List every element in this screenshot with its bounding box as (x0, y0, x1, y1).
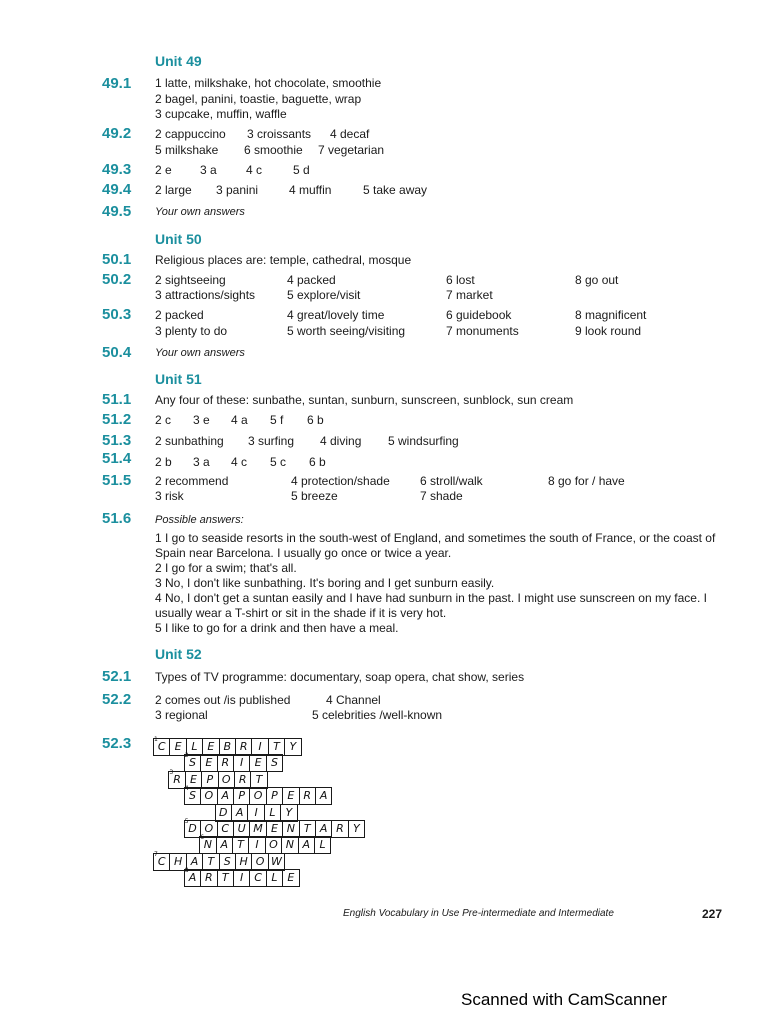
answer-line: Religious places are: temple, cathedral, mosque (155, 253, 412, 267)
crossword-cell: A (231, 804, 248, 822)
crossword-cell: T (299, 820, 316, 838)
answer-item: 3 attractions/sights (155, 288, 256, 302)
crossword-cell: R 3 (168, 771, 185, 789)
crossword-cell: L (314, 836, 331, 854)
crossword-clue-number: 8 (184, 867, 189, 875)
crossword-cell: Y (348, 820, 365, 838)
crossword-row (184, 869, 299, 886)
crossword-cell: O (265, 836, 282, 854)
crossword-cell: R (331, 820, 348, 838)
answer-item: 2 packed (155, 308, 204, 322)
crossword-cell: Y (280, 804, 297, 822)
crossword-clue-number: 6 (200, 834, 205, 842)
answer-item: 3 croissants (247, 127, 312, 141)
answer-item: 6 lost (446, 273, 475, 287)
crossword-cell: A (216, 836, 233, 854)
answer-item: 2 large (155, 183, 192, 197)
answer-item: 2 c (155, 413, 172, 427)
exercise-number: 49.5 (102, 203, 132, 220)
exercise-number: 50.3 (102, 306, 132, 323)
crossword-cell: I (233, 754, 250, 772)
crossword-cell: T (217, 869, 234, 887)
crossword-cell: L (266, 869, 283, 887)
crossword-cell: T (250, 771, 267, 789)
crossword-cell: E (202, 738, 219, 756)
crossword-clue-number: 1 (154, 736, 158, 743)
answer-item: 3 plenty to do (155, 324, 228, 338)
answer-item: 2 b (155, 455, 172, 469)
crossword-cell: L (186, 738, 203, 756)
crossword-cell: A (298, 836, 315, 854)
exercise-number: 51.6 (102, 510, 132, 527)
exercise-number: 51.1 (102, 391, 132, 408)
answer-item: 5 c (270, 455, 287, 469)
crossword-cell: I (251, 738, 268, 756)
crossword-cell: P (201, 771, 218, 789)
crossword-cell: H (235, 853, 252, 871)
crossword-cell: S (266, 754, 283, 772)
answer-item: 6 guidebook (446, 308, 512, 322)
answer-item: 6 smoothie (244, 143, 303, 157)
crossword-clue-number: 2 (184, 752, 189, 760)
answer-item: 2 e (155, 163, 172, 177)
answer-line: Types of TV programme: documentary, soap opera, chat show, series (155, 670, 525, 684)
crossword-cell: M (249, 820, 266, 838)
crossword-cell: A 8 (184, 869, 201, 887)
answer-item: 4 great/lovely time (287, 308, 385, 322)
exercise-number: 50.1 (102, 251, 132, 268)
exercise-number: 51.2 (102, 411, 132, 428)
crossword-cell: P (233, 787, 250, 805)
exercise-number: 49.4 (102, 181, 132, 198)
answer-item: 2 sightseeing (155, 273, 226, 287)
answer-item: 4 decaf (330, 127, 370, 141)
crossword-cell: N 6 (199, 836, 216, 854)
answer-item: 7 shade (420, 489, 463, 503)
answer-item: 2 recommend (155, 474, 229, 488)
crossword-cell: E (266, 820, 283, 838)
answer-item: 8 magnificent (575, 308, 647, 322)
crossword-cell: A (186, 853, 203, 871)
answer-item: 3 a (193, 455, 210, 469)
crossword-cell: P (266, 787, 283, 805)
crossword-cell: R (200, 869, 217, 887)
crossword-cell: E (282, 787, 299, 805)
crossword-cell: I (247, 804, 264, 822)
answer-item: 4 Channel (326, 693, 381, 707)
answer-item: 4 diving (320, 434, 362, 448)
crossword-cell: E (185, 771, 202, 789)
answer-item: 3 regional (155, 708, 208, 722)
crossword-cell: T (268, 738, 285, 756)
answer-item: 6 stroll/walk (420, 474, 483, 488)
answer-item: 6 b (307, 413, 324, 427)
answer-paragraph: 4 No, I don't get a suntan easily and I have had sunburn in the past. I might use sunscreen on my face. I usually wear a T-shirt or sit in the shade if it is very hot. (155, 591, 707, 620)
crossword-cell: C (217, 820, 234, 838)
crossword-cell: E (169, 738, 186, 756)
answer-paragraph: 1 I go to seaside resorts in the south-west of England, and sometimes the south of France, or the coast of Spain near Barcelona. I usually go once or twice a year. (155, 531, 716, 560)
unit-52-heading: Unit 52 (155, 646, 202, 662)
answer-note: Your own answers (155, 206, 245, 218)
crossword-row (184, 787, 332, 804)
unit-49-heading: Unit 49 (155, 53, 202, 69)
answer-item: 8 go out (575, 273, 619, 287)
answer-item: 4 packed (287, 273, 336, 287)
answer-item: 3 e (193, 413, 210, 427)
crossword-cell: N (282, 820, 299, 838)
crossword-cell: U (233, 820, 250, 838)
answer-line: 3 cupcake, muffin, waffle (155, 107, 287, 121)
answer-line: 1 latte, milkshake, hot chocolate, smoothie (155, 76, 382, 90)
answer-item: 3 a (200, 163, 217, 177)
answer-paragraph: 3 No, I don't like sunbathing. It's boring and I get sunburn easily. (155, 576, 495, 590)
crossword-cell: I (248, 836, 265, 854)
answer-item: 5 milkshake (155, 143, 219, 157)
crossword-cell: R (217, 754, 234, 772)
crossword-clue-number: 5 (184, 818, 189, 825)
exercise-number: 51.3 (102, 432, 132, 449)
answer-item: 3 panini (216, 183, 259, 197)
answer-item: 8 go for / have (548, 474, 625, 488)
crossword-cell: R (235, 738, 252, 756)
answer-item: 7 vegetarian (318, 143, 385, 157)
exercise-number: 49.2 (102, 125, 132, 142)
answer-item: 4 protection/shade (291, 474, 390, 488)
crossword-cell: A (315, 820, 332, 838)
crossword-cell: H (169, 853, 186, 871)
crossword-cell: C (249, 869, 266, 887)
answer-item: 4 a (231, 413, 248, 427)
exercise-number: 52.2 (102, 691, 132, 708)
crossword-cell: O (200, 820, 217, 838)
answer-item: 9 look round (575, 324, 642, 338)
crossword-cell: T (232, 836, 249, 854)
crossword-row (168, 768, 266, 788)
exercise-number: 49.3 (102, 161, 132, 178)
answer-item: 5 f (270, 413, 284, 427)
crossword-cell: D (215, 804, 232, 822)
answer-paragraph: 5 I like to go for a drink and then have a meal. (155, 621, 399, 635)
exercise-number: 52.3 (102, 735, 132, 752)
crossword-cell: O (218, 771, 235, 789)
answer-item: 5 windsurfing (388, 434, 459, 448)
crossword-cell: W (268, 853, 285, 871)
answer-item: 4 c (231, 455, 248, 469)
scanner-watermark: Scanned with CamScanner (461, 990, 668, 1009)
answer-note: Your own answers (155, 347, 245, 359)
answer-item: 2 comes out /is published (155, 693, 291, 707)
crossword-row (215, 804, 297, 821)
crossword-row (199, 836, 330, 853)
crossword-cell: E (282, 869, 299, 887)
answer-paragraph: 2 I go for a swim; that's all. (155, 561, 297, 575)
crossword-cell: E (249, 754, 266, 772)
answer-item: 4 muffin (289, 183, 332, 197)
answer-item: 5 worth seeing/visiting (287, 324, 406, 338)
crossword-cell: B (219, 738, 236, 756)
crossword-row (153, 738, 301, 755)
crossword-cell: I (233, 869, 250, 887)
crossword-row (153, 850, 284, 870)
answer-item: 2 cappuccino (155, 127, 226, 141)
crossword-cell: E (200, 754, 217, 772)
answer-item: 4 c (246, 163, 263, 177)
book-title: English Vocabulary in Use Pre-intermediate and Intermediate (343, 908, 614, 919)
crossword-cell: L (264, 804, 281, 822)
crossword-cell: S 4 (184, 787, 201, 805)
answer-item: 5 explore/visit (287, 288, 361, 302)
crossword-cell: O (251, 853, 268, 871)
unit-51-heading: Unit 51 (155, 371, 202, 387)
exercise-number: 50.2 (102, 271, 132, 288)
crossword-cell: D 5 (184, 820, 201, 838)
answer-item: 3 risk (155, 489, 184, 503)
exercise-number: 51.5 (102, 472, 132, 489)
crossword-cell: O (249, 787, 266, 805)
answer-item: 3 surfing (248, 434, 295, 448)
answer-line: 2 bagel, panini, toastie, baguette, wrap (155, 92, 362, 106)
crossword-cell: T (202, 853, 219, 871)
crossword-clue-number: 7 (154, 850, 158, 858)
crossword-cell: O (200, 787, 217, 805)
answer-item: 5 celebrities /well-known (312, 708, 443, 722)
answer-note: Possible answers: (155, 514, 244, 526)
exercise-number: 50.4 (102, 344, 132, 361)
unit-50-heading: Unit 50 (155, 231, 202, 247)
crossword-cell: S (219, 853, 236, 871)
exercise-number: 52.1 (102, 668, 132, 685)
crossword-cell: Y (284, 738, 301, 756)
crossword-cell: R (299, 787, 316, 805)
crossword-row (184, 754, 282, 771)
answer-item: 7 market (446, 288, 493, 302)
answer-line: Any four of these: sunbathe, suntan, sunburn, sunscreen, sunblock, sun cream (155, 393, 574, 407)
answer-item: 5 breeze (291, 489, 338, 503)
answer-item: 7 monuments (446, 324, 519, 338)
answer-item: 5 take away (363, 183, 428, 197)
answer-item: 2 sunbathing (155, 434, 224, 448)
answer-item: 6 b (309, 455, 326, 469)
crossword-cell: C 7 (153, 853, 170, 871)
exercise-number: 51.4 (102, 450, 132, 467)
crossword-row (184, 820, 364, 837)
crossword-cell: C 1 (153, 738, 170, 756)
crossword-cell: A (315, 787, 332, 805)
page-number: 227 (702, 907, 723, 921)
crossword-clue-number: 3 (169, 768, 174, 776)
crossword-cell: A (217, 787, 234, 805)
answer-item: 5 d (293, 163, 310, 177)
crossword-cell: S 2 (184, 754, 201, 772)
exercise-number: 49.1 (102, 75, 132, 92)
crossword-clue-number: 4 (184, 785, 189, 793)
crossword-cell: N (281, 836, 298, 854)
crossword-cell: R (234, 771, 251, 789)
